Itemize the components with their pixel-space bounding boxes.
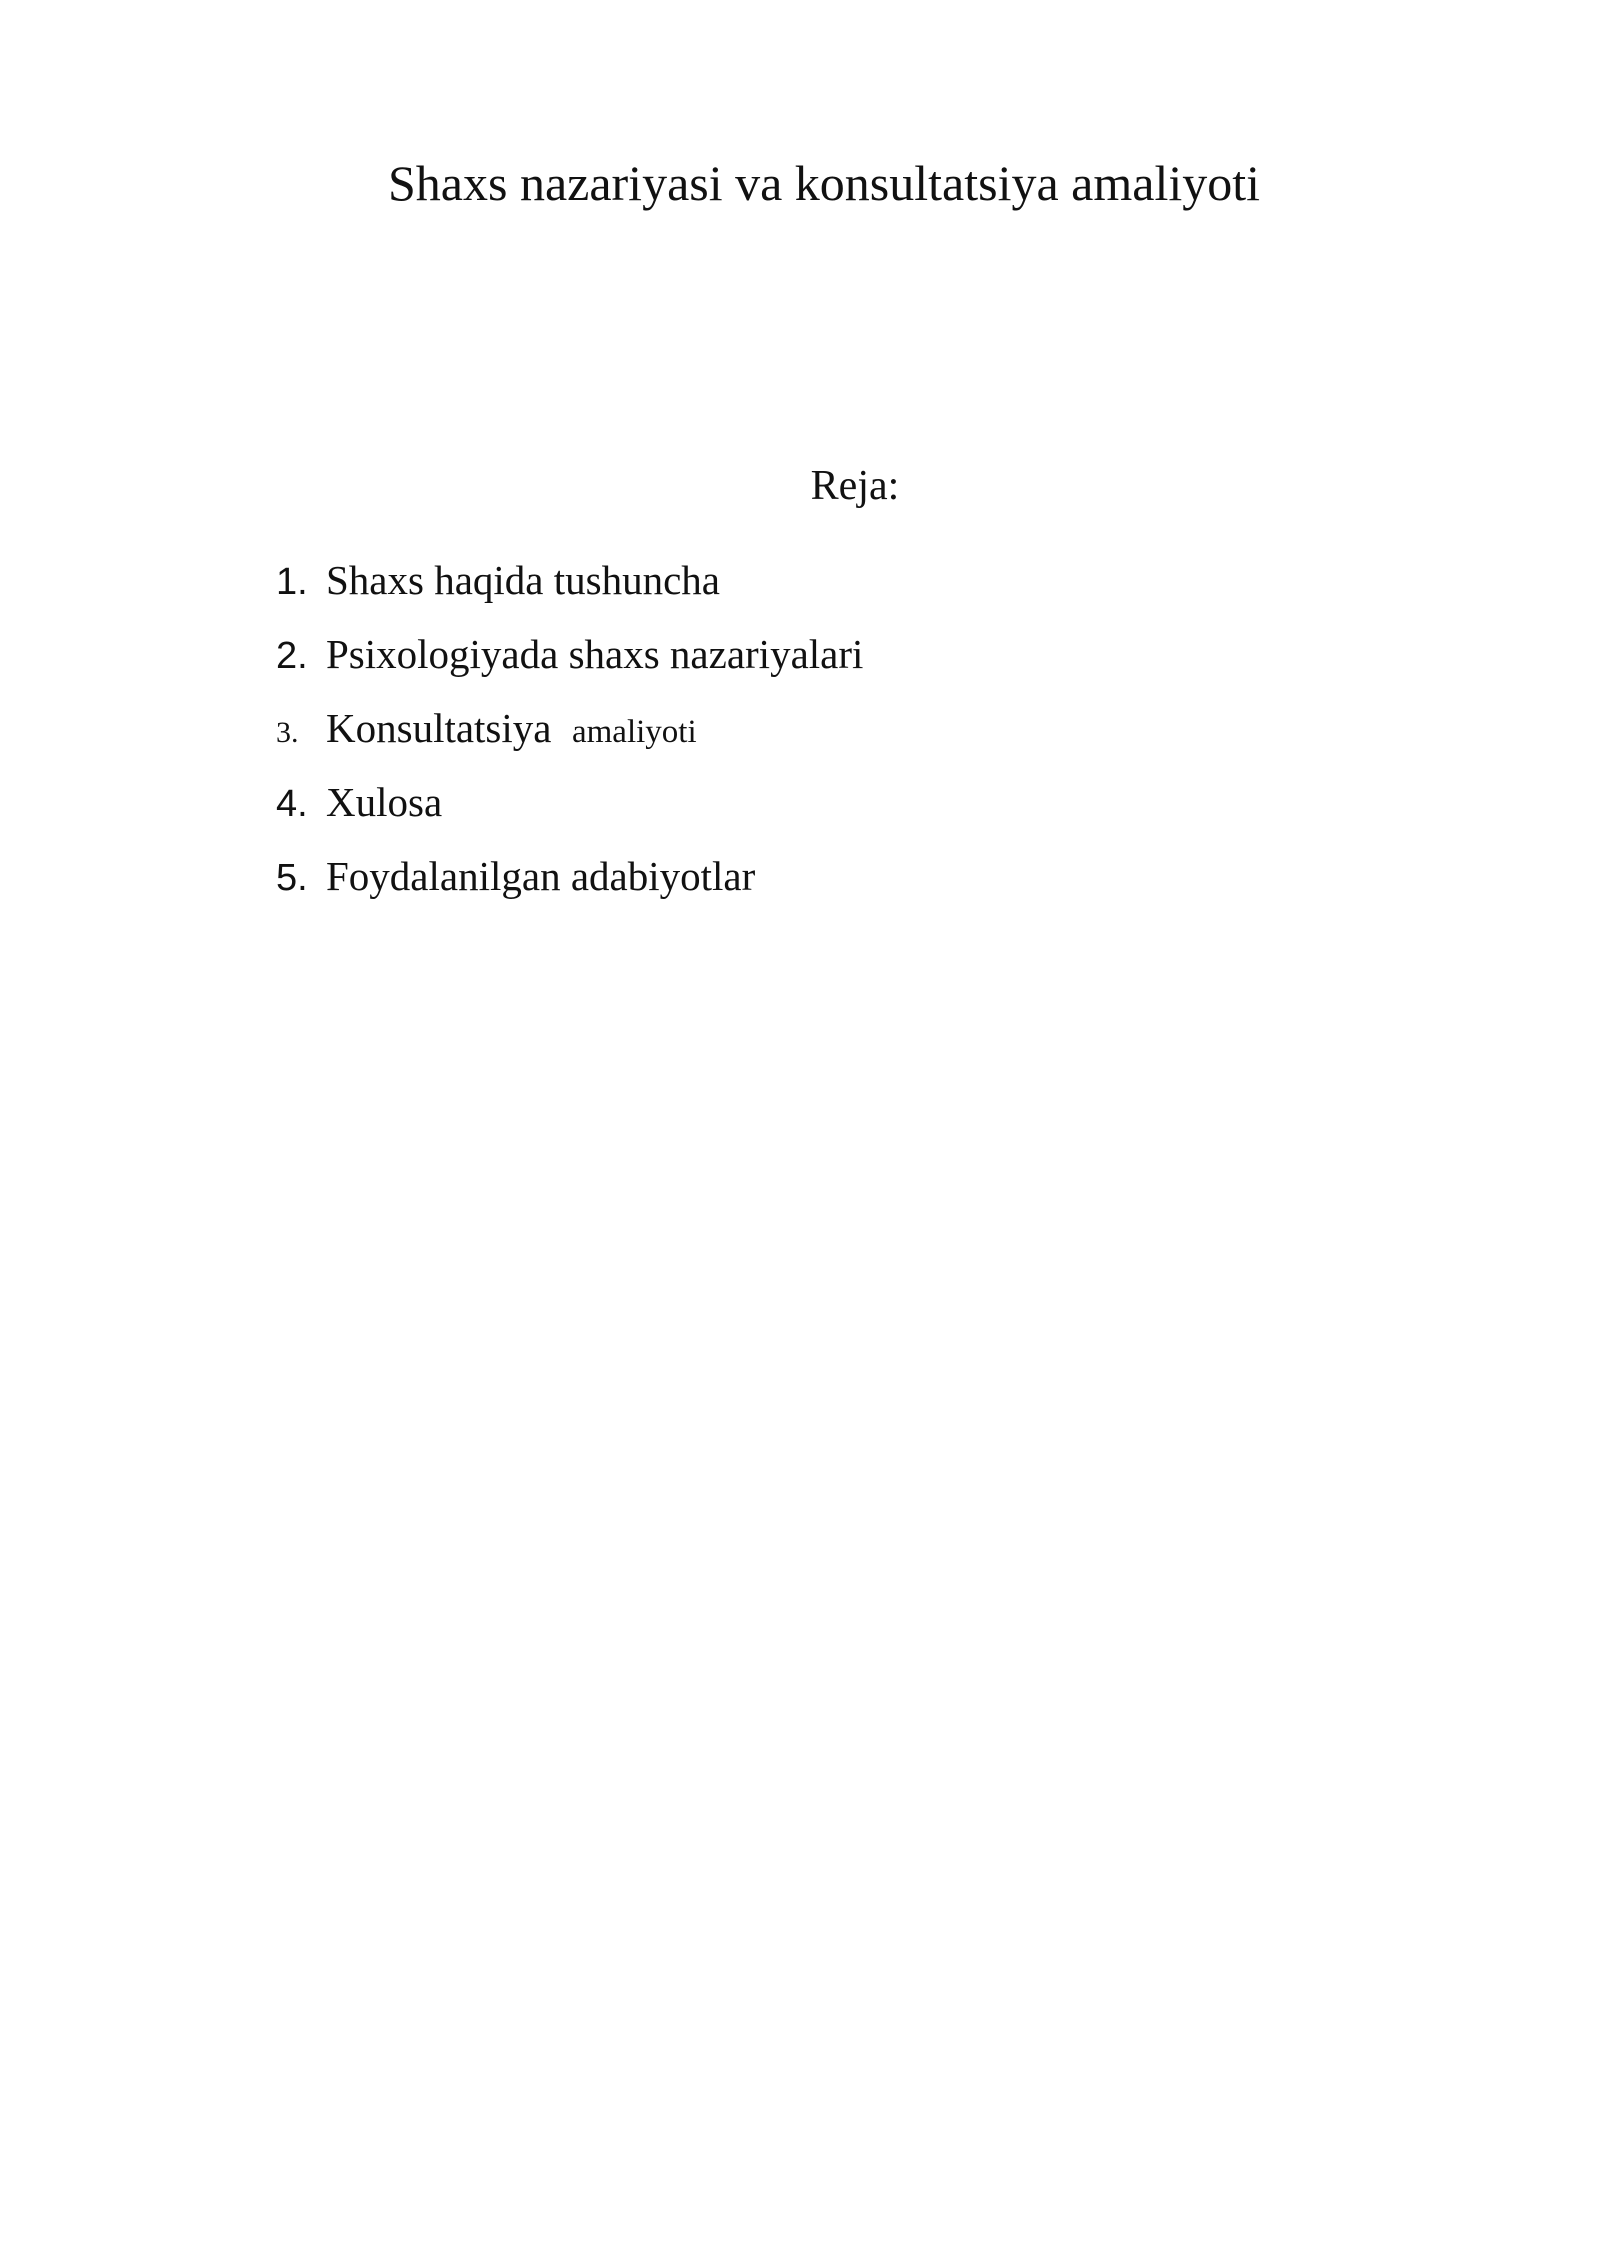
plan-item-text: Psixologiyada shaxs nazariyalari [326,631,864,677]
plan-item-text: Shaxs haqida tushuncha [326,557,720,603]
plan-item [276,700,863,774]
plan-item-number: 1. [276,561,308,603]
plan-item-number: 3. [276,716,299,749]
document-title: Shaxs nazariyasi va konsultatsiya amaliyoti [388,155,1261,211]
plan-item-number: 2. [276,635,308,677]
plan-item-text: Xulosa [326,779,443,825]
plan-item-text: Foydalanilgan adabiyotlar [326,853,756,899]
plan-item-text [326,700,697,760]
plan-item-number: 5. [276,857,308,899]
plan-item-number: 4. [276,783,308,825]
plan-heading: Reja: [810,463,900,509]
plan-item [276,626,863,700]
plan-item [276,552,863,626]
plan-item [276,774,863,848]
plan-item-text-tail: amaliyoti [571,714,697,750]
plan-list [276,552,863,922]
plan-item-text-main: Konsultatsiya [326,705,552,751]
plan-item [276,848,863,922]
